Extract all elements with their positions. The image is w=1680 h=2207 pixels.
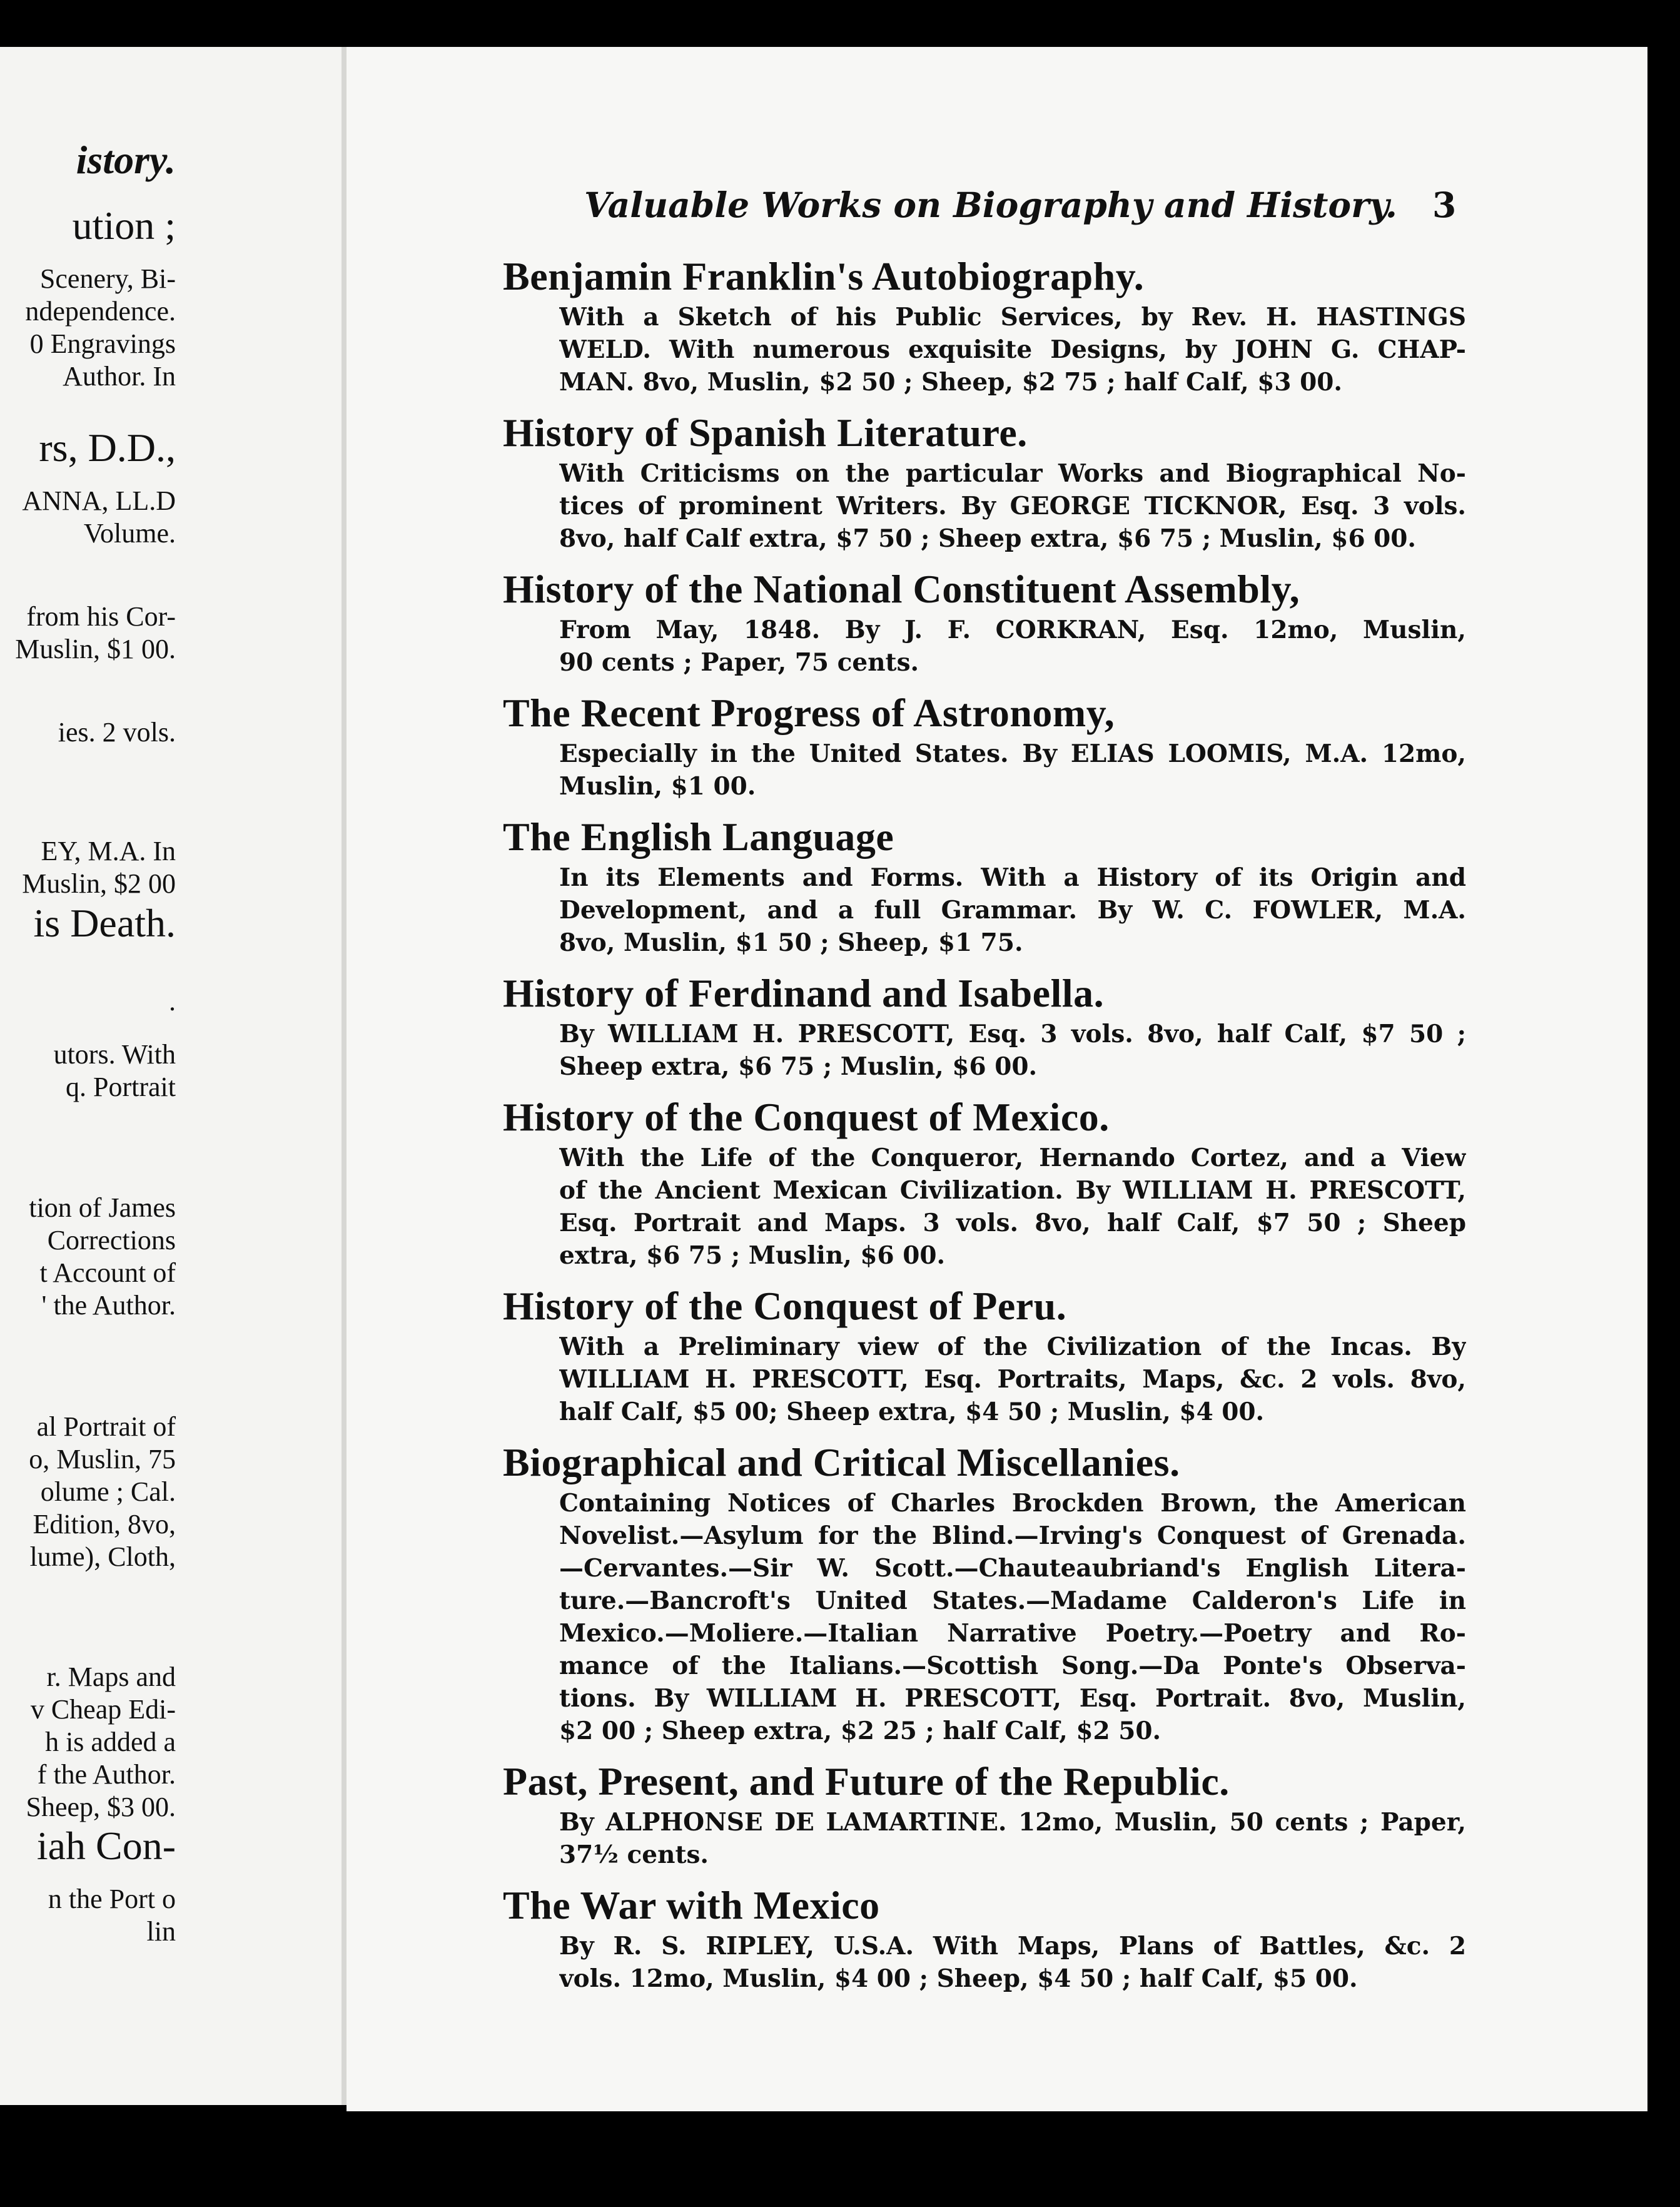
description-line: With the Life of the Conqueror, Hernando Cortez, and a View [559, 1144, 1466, 1172]
running-head: Valuable Works on Biography and History. [584, 185, 1397, 225]
book-title: Past, Present, and Future of the Republic. [503, 1759, 1230, 1804]
description-line: 8vo, Muslin, $1 50 ; Sheep, $1 75. [559, 928, 1023, 957]
book-title: The English Language [503, 814, 894, 859]
description-line: With Criticisms on the particular Works and Biographical No- [559, 459, 1466, 488]
description-line: From May, 1848. By J. F. CORKRAN, Esq. 12mo, Muslin, [559, 616, 1466, 644]
left-page-line: v Cheap Edi- [30, 1694, 176, 1725]
left-page-line: lin [146, 1916, 176, 1947]
book-title: The War with Mexico [503, 1883, 880, 1927]
book-description [559, 301, 1613, 398]
book-description [559, 1018, 1613, 1083]
left-page-line: Scenery, Bi- [39, 263, 176, 294]
description-line: —Cervantes.—Sir W. Scott.—Chauteaubriand's English Litera- [559, 1554, 1466, 1583]
description-line: extra, $6 75 ; Muslin, $6 00. [559, 1241, 946, 1270]
description-line: 8vo, half Calf extra, $7 50 ; Sheep extra, $6 75 ; Muslin, $6 00. [559, 524, 1417, 553]
book-title: Biographical and Critical Miscellanies. [503, 1440, 1180, 1484]
left-page-line: Author. In [63, 361, 176, 392]
description-line: Mexico.—Moliere.—Italian Narrative Poetry.—Poetry and Ro- [559, 1619, 1466, 1648]
book-entry [503, 566, 1613, 679]
left-page-line: ANNA, LL.D [22, 485, 176, 516]
left-page-line: 0 Engravings [29, 328, 176, 359]
book-description [559, 1142, 1613, 1272]
description-line: WILLIAM H. PRESCOTT, Esq. Portraits, Maps, &c. 2 vols. 8vo, [559, 1365, 1466, 1394]
description-line: mance of the Italians.—Scottish Song.—Da Ponte's Observa- [559, 1651, 1466, 1680]
page-gutter [342, 47, 347, 2105]
book-title: History of the Conquest of Peru. [503, 1284, 1067, 1328]
description-line: Development, and a full Grammar. By W. C. FOWLER, M.A. [559, 896, 1466, 925]
left-page-line: f the Author. [37, 1759, 176, 1790]
description-line: By ALPHONSE DE LAMARTINE. 12mo, Muslin, 50 cents ; Paper, [559, 1808, 1466, 1837]
book-entry [503, 1283, 1613, 1428]
description-line: vols. 12mo, Muslin, $4 00 ; Sheep, $4 50 ; half Calf, $5 00. [559, 1964, 1358, 1993]
left-page-line: rs, D.D., [39, 425, 176, 470]
book-title: History of the National Constituent Assembly, [503, 567, 1300, 611]
left-page-line: ' the Author. [41, 1290, 176, 1321]
book-description [559, 614, 1613, 679]
book-title: Benjamin Franklin's Autobiography. [503, 254, 1145, 298]
description-line: half Calf, $5 00; Sheep extra, $4 50 ; Muslin, $4 00. [559, 1398, 1265, 1426]
description-line: Muslin, $1 00. [559, 772, 756, 801]
description-line: Novelist.—Asylum for the Blind.—Irving's Conquest of Grenada. [559, 1521, 1466, 1550]
book-description [559, 861, 1613, 959]
book-description [559, 738, 1613, 803]
description-line: of the Ancient Mexican Civilization. By WILLIAM H. PRESCOTT, [559, 1176, 1466, 1205]
description-line: By R. S. RIPLEY, U.S.A. With Maps, Plans of Battles, &c. 2 [559, 1932, 1466, 1961]
left-page-line: ies. 2 vols. [58, 717, 176, 748]
book-description [559, 1331, 1613, 1428]
book-entry [503, 410, 1613, 555]
left-page-line: Corrections [47, 1225, 176, 1256]
left-page-line: EY, M.A. In [41, 836, 176, 866]
description-line: Containing Notices of Charles Brockden Brown, the American [559, 1489, 1466, 1518]
left-page [0, 47, 342, 2105]
description-line: Especially in the United States. By ELIAS LOOMIS, M.A. 12mo, [559, 739, 1466, 768]
left-page-line: Edition, 8vo, [33, 1509, 176, 1540]
left-page-line: h is added a [45, 1727, 176, 1757]
book-entry [503, 1758, 1613, 1871]
left-page-line: from his Cor- [26, 601, 176, 632]
description-line: With a Preliminary view of the Civilization of the Incas. By [559, 1332, 1466, 1361]
book-description [559, 1806, 1613, 1871]
page-number: 3 [1432, 185, 1457, 225]
description-line: $2 00 ; Sheep extra, $2 25 ; half Calf, $2 50. [559, 1717, 1161, 1745]
description-line: With a Sketch of his Public Services, by Rev. H. HASTINGS [559, 303, 1466, 332]
left-page-line: n the Port o [48, 1884, 176, 1914]
book-entry [503, 970, 1613, 1083]
book-description [559, 457, 1613, 555]
book-description [559, 1930, 1613, 1995]
book-entry [503, 1882, 1613, 1995]
description-line: ture.—Bancroft's United States.—Madame Calderon's Life in [559, 1586, 1466, 1615]
left-page-line: r. Maps and [46, 1662, 176, 1692]
right-page [347, 47, 1647, 2111]
book-entry [503, 814, 1613, 959]
book-title: History of Ferdinand and Isabella. [503, 971, 1105, 1015]
book-title: History of the Conquest of Mexico. [503, 1095, 1110, 1139]
left-page-line: Sheep, $3 00. [26, 1792, 176, 1822]
description-line: tices of prominent Writers. By GEORGE TICKNOR, Esq. 3 vols. [559, 492, 1466, 520]
left-page-line: Muslin, $2 00 [22, 868, 176, 899]
book-description [559, 1487, 1613, 1747]
book-entry [503, 1439, 1613, 1747]
book-entry [503, 1094, 1613, 1272]
left-page-line: q. Portrait [66, 1072, 176, 1102]
description-line: 90 cents ; Paper, 75 cents. [559, 648, 919, 677]
description-line: MAN. 8vo, Muslin, $2 50 ; Sheep, $2 75 ; half Calf, $3 00. [559, 368, 1342, 397]
description-line: 37½ cents. [559, 1840, 709, 1869]
left-page-line: lume), Cloth, [29, 1541, 176, 1572]
left-page-line: Volume. [83, 518, 176, 549]
left-page-line: is Death. [33, 901, 176, 945]
description-line: By WILLIAM H. PRESCOTT, Esq. 3 vols. 8vo, half Calf, $7 50 ; [559, 1020, 1466, 1048]
book-title: The Recent Progress of Astronomy, [503, 691, 1115, 735]
description-line: In its Elements and Forms. With a History of its Origin and [559, 863, 1466, 892]
description-line: Sheep extra, $6 75 ; Muslin, $6 00. [559, 1052, 1038, 1081]
left-page-line: Muslin, $1 00. [15, 634, 176, 664]
left-page-line: tion of James [29, 1192, 176, 1223]
description-line: WELD. With numerous exquisite Designs, by JOHN G. CHAP- [559, 335, 1466, 364]
left-page-line: ndependence. [25, 296, 176, 327]
description-line: Esq. Portrait and Maps. 3 vols. 8vo, half Calf, $7 50 ; Sheep [559, 1209, 1466, 1237]
left-page-line: iah Con- [36, 1824, 176, 1868]
book-entry [503, 690, 1613, 803]
left-page-line: al Portrait of [36, 1411, 176, 1442]
book-entry [503, 253, 1613, 398]
description-line: tions. By WILLIAM H. PRESCOTT, Esq. Portrait. 8vo, Muslin, [559, 1684, 1466, 1713]
left-page-line: ution ; [72, 203, 176, 248]
left-page-line: t Account of [39, 1257, 176, 1288]
left-page-line: olume ; Cal. [40, 1476, 176, 1507]
left-page-line: o, Muslin, 75 [29, 1444, 176, 1474]
left-page-line: utors. With [53, 1039, 176, 1070]
left-page-line: istory. [76, 138, 176, 182]
book-list [503, 253, 1613, 2006]
book-title: History of Spanish Literature. [503, 410, 1028, 455]
left-page-line: . [169, 986, 176, 1017]
